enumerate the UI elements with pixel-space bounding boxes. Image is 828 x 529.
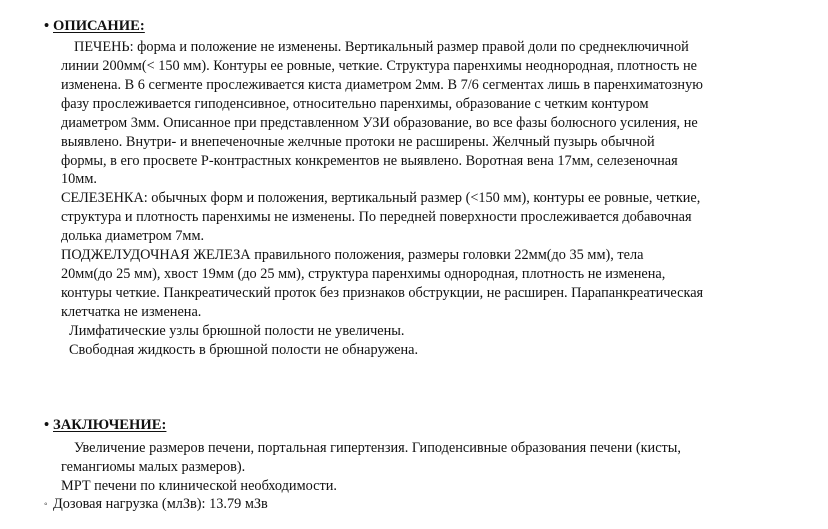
- conclusion-line: гемангиомы малых размеров).: [61, 459, 246, 475]
- pancreas-line: контуры четкие. Панкреатический проток без признаков обструкции, не расширен. Парапанкреатическая: [61, 285, 704, 301]
- spleen-line: долька диаметром 7мм.: [61, 228, 205, 244]
- description-line: выявлено. Внутри- и внепеченочные желчные протоки не расширены. Желчный пузырь обычной: [61, 134, 655, 150]
- spleen-line: структура и плотность паренхимы не изменены. По передней поверхности прослеживается добавочная: [61, 209, 692, 225]
- description-line: линии 200мм(< 150 мм). Контуры ее ровные, четкие. Структура паренхимы неоднородная, плотность не: [61, 58, 697, 74]
- dose-bullet: ◦: [44, 499, 48, 510]
- conclusion-line: МРТ печени по клинической необходимости.: [61, 478, 337, 494]
- description-line: диаметром 3мм. Описанное при представленном УЗИ образование, во все фазы болюсного усиления, не: [61, 115, 698, 131]
- conclusion-line: Увеличение размеров печени, портальная гипертензия. Гиподенсивные образования печени (кисты,: [74, 440, 681, 456]
- dose-text: Дозовая нагрузка (млЗв): 13.79 мЗв: [53, 496, 268, 512]
- pancreas-line: клетчатка не изменена.: [61, 304, 202, 320]
- description-heading-text: ОПИСАНИЕ:: [53, 18, 145, 34]
- description-line: 10мм.: [61, 171, 97, 187]
- description-line: изменена. В 6 сегменте прослеживается киста диаметром 2мм. В 7/6 сегментах лишь в паренхиматозную: [61, 77, 703, 93]
- pancreas-line: ПОДЖЕЛУДОЧНАЯ ЖЕЛЕЗА правильного положения, размеры головки 22мм(до 35 мм), тела: [61, 247, 644, 263]
- spleen-line: СЕЛЕЗЕНКА: обычных форм и положения, вертикальный размер (<150 мм), контуры ее ровные, четкие,: [61, 190, 701, 206]
- dose-line: [44, 495, 268, 515]
- conclusion-heading: [44, 416, 166, 434]
- heading-bullet: •: [44, 417, 50, 433]
- pancreas-line: 20мм(до 25 мм), хвост 19мм (до 25 мм), структура паренхимы однородная, плотность не изменена,: [61, 266, 666, 282]
- free-fluid-line: Свободная жидкость в брюшной полости не обнаружена.: [69, 342, 419, 358]
- description-heading: [44, 17, 145, 35]
- description-line: формы, в его просвете Р-контрастных конкрементов не выявлено. Воротная вена 17мм, селезеночная: [61, 153, 678, 169]
- conclusion-heading-text: ЗАКЛЮЧЕНИЕ:: [53, 417, 167, 433]
- heading-bullet: •: [44, 18, 50, 34]
- lymph-nodes-line: Лимфатические узлы брюшной полости не увеличены.: [69, 323, 405, 339]
- description-line: фазу прослеживается гиподенсивное, относительно паренхимы, образование с четким контуром: [61, 96, 649, 112]
- description-line: ПЕЧЕНЬ: форма и положение не изменены. Вертикальный размер правой доли по среднеключичной: [74, 39, 689, 55]
